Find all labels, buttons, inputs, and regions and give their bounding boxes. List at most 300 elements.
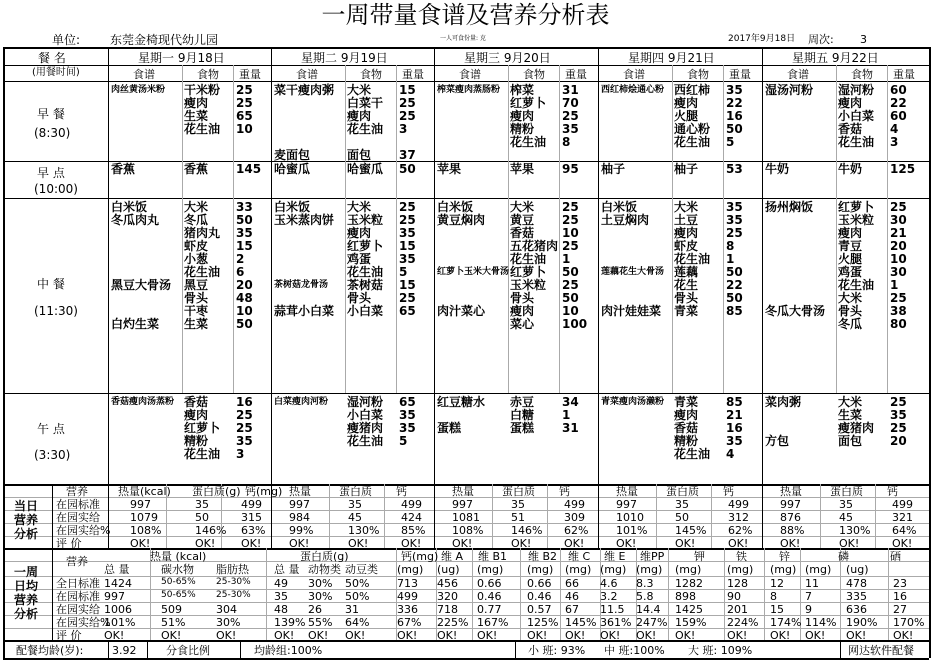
recipe-name: 柚子 [601, 162, 626, 176]
food-weight: 4 [726, 447, 735, 461]
daily-value: 45 [348, 511, 362, 524]
weekly-value: 0.66 [477, 577, 502, 590]
weekly-value: 50% [345, 577, 370, 590]
food-name: 红萝卜 [510, 96, 547, 110]
food-weight: 31 [562, 421, 579, 435]
daily-value: 108% [452, 524, 484, 537]
food-name: 瘦猪肉 [838, 421, 875, 435]
food-weight: 31 [562, 83, 579, 97]
meal-name: 早 点 [37, 166, 65, 180]
food-weight: 30 [890, 213, 907, 227]
weekly-value: 14.4 [636, 603, 661, 616]
weekly-value: 31 [345, 603, 359, 616]
recipe-name: 冬瓜肉丸 [111, 213, 160, 227]
weekly-value: 64% [345, 616, 370, 629]
weekly-value: 25-30% [216, 590, 251, 600]
weekly-group-vB1: 维 B1 [478, 550, 508, 563]
weekly-value: 718 [437, 603, 458, 616]
food-weight: 20 [890, 239, 907, 253]
grid-line-v [492, 484, 493, 548]
weekly-value: 35 [274, 590, 288, 603]
daily-value: 315 [241, 511, 262, 524]
food-weight: 20 [236, 278, 253, 292]
food-weight: 10 [236, 122, 253, 136]
weekly-group-protein: 蛋白质(g) [300, 550, 349, 563]
footer-avg-age-group: 均龄组:100% [254, 644, 323, 657]
food-weight: 22 [890, 96, 907, 110]
food-weight: 65 [399, 395, 416, 409]
food-name: 青菜 [674, 395, 699, 409]
food-weight: 48 [236, 291, 253, 305]
food-name: 骨头 [674, 291, 699, 305]
grid-line-v [560, 548, 561, 640]
food-name: 五花猪肉 [510, 239, 559, 253]
footer-brand: 网达软件配餐 [848, 644, 914, 657]
food-weight: 8 [562, 135, 571, 149]
food-name: 花生油 [674, 447, 711, 461]
food-weight: 35 [399, 421, 416, 435]
food-name: 白菜干 [347, 96, 384, 110]
food-name: 小白菜 [347, 408, 384, 422]
daily-value: OK! [401, 537, 422, 550]
food-weight: 34 [562, 395, 579, 409]
weekly-title: 分析 [14, 607, 39, 621]
weekly-value: 50% [345, 590, 370, 603]
report-date: 2017年9月18日 [728, 34, 796, 44]
grid-line-h [3, 561, 929, 562]
food-weight: 3 [399, 122, 408, 136]
weekly-value: 50-65% [161, 577, 196, 587]
recipe-name: 红萝卜玉米大骨汤 [437, 267, 510, 277]
food-name: 瘦肉 [184, 408, 209, 422]
grid-line-h [3, 393, 929, 394]
col-recipe-header: 食谱 [787, 68, 809, 81]
food-name: 玉米粒 [510, 278, 547, 292]
weekly-value: 25-30% [216, 577, 251, 587]
food-weight: 3 [236, 447, 245, 461]
food-name: 瘦肉 [510, 109, 535, 123]
daily-value: OK! [348, 537, 369, 550]
daily-value: 35 [511, 498, 525, 511]
food-name: 花生油 [184, 447, 221, 461]
food-weight: 25 [726, 226, 743, 240]
recipe-name: 莲藕花生大骨汤 [601, 267, 665, 277]
daily-value: 50 [675, 511, 689, 524]
food-weight: 22 [726, 278, 743, 292]
food-name: 红萝卜 [510, 265, 547, 279]
daily-value: 997 [130, 498, 151, 511]
daily-value: 321 [892, 511, 913, 524]
weekly-value: 224% [727, 616, 759, 629]
food-weight: 16 [726, 421, 743, 435]
weekly-value: 51% [161, 616, 186, 629]
daily-row-label: 在园实给% [56, 524, 111, 537]
food-name: 面包 [838, 434, 863, 448]
weekly-title: 一周 [14, 565, 39, 579]
col-food-header: 食物 [687, 68, 709, 81]
weekly-value: 190% [846, 616, 878, 629]
weekly-group-vB2: 维 B2 [528, 550, 558, 563]
grid-line-v [233, 65, 234, 393]
weekly-value: OK! [397, 629, 418, 642]
grid-line-v [508, 65, 509, 393]
weekly-value: 11.5 [600, 603, 625, 616]
food-weight: 25 [890, 200, 907, 214]
weekly-value: OK! [893, 629, 914, 642]
food-name: 莲藕 [674, 265, 699, 279]
grid-line-v [723, 65, 724, 393]
grid-line-v [3, 47, 5, 658]
weekly-value: 16 [893, 590, 907, 603]
daily-value: OK! [728, 537, 749, 550]
food-name: 骨头 [347, 291, 372, 305]
daily-value: OK! [452, 537, 473, 550]
daily-value: 35 [675, 498, 689, 511]
week-label: 周次: [808, 33, 834, 46]
grid-line-v [266, 548, 267, 640]
daily-heat-head: 热量 [289, 485, 311, 498]
daily-value: 99% [289, 524, 314, 537]
food-name: 大米 [838, 395, 863, 409]
grid-line-v [559, 65, 560, 393]
food-name: 生菜 [184, 109, 209, 123]
food-name: 湿河粉 [838, 83, 875, 97]
grid-line-v [547, 484, 548, 548]
recipe-name: 西红柿烩通心粉 [601, 85, 665, 95]
food-name: 瘦肉 [347, 226, 372, 240]
daily-value: 312 [728, 511, 749, 524]
daily-value: 62% [728, 524, 753, 537]
food-weight: 1 [562, 252, 571, 266]
food-name: 花生油 [510, 252, 547, 266]
food-weight: 50 [562, 265, 579, 279]
recipe-name: 肉汁娃娃菜 [601, 304, 662, 318]
weekly-value: OK! [527, 629, 548, 642]
recipe-name: 麦面包 [274, 148, 311, 162]
weekly-nutrient-label: 营养 [66, 555, 88, 568]
food-name: 火腿 [838, 252, 863, 266]
meal-name: 午 点 [37, 422, 65, 436]
daily-value: 130% [348, 524, 380, 537]
grid-line-v [329, 484, 330, 548]
food-weight: 25 [562, 109, 579, 123]
food-name: 小葱 [184, 252, 209, 266]
weekly-subhead: (mg) [636, 563, 663, 576]
daily-value: 51 [511, 511, 525, 524]
food-weight: 50 [399, 162, 416, 176]
weekly-subhead: 总 量 [104, 563, 130, 576]
weekly-value: OK! [345, 629, 366, 642]
food-name: 瘦肉 [347, 109, 372, 123]
recipe-name: 肉汁菜心 [437, 304, 486, 318]
unit-value: 东莞金椅现代幼儿园 [110, 33, 219, 47]
weekly-value: 9 [805, 603, 812, 616]
weekly-group-Se: 硒 [890, 550, 901, 563]
food-weight: 5 [726, 135, 735, 149]
food-name: 香蕉 [184, 162, 209, 176]
food-weight: 25 [890, 291, 907, 305]
food-name: 鸡蛋 [838, 265, 863, 279]
grid-line-v [434, 47, 435, 548]
grid-line-v [108, 640, 109, 658]
daily-row-label: 评 价 [56, 537, 82, 550]
food-name: 精粉 [184, 434, 209, 448]
weekly-value: 499 [397, 590, 418, 603]
weekly-title: 营养 [14, 593, 39, 607]
weekly-subhead: (mg) [675, 563, 702, 576]
grid-line-v [836, 65, 837, 393]
col-weight-header: 重量 [239, 68, 261, 81]
food-name: 香菇 [838, 122, 863, 136]
footer-avg-age-label: 配餐均龄(岁): [16, 644, 84, 657]
daily-value: OK! [616, 537, 637, 550]
recipe-name: 菜干瘦肉粥 [274, 83, 335, 97]
food-weight: 65 [399, 304, 416, 318]
meal-time-header: (用餐时间) [32, 67, 80, 78]
food-name: 骨头 [838, 304, 863, 318]
food-name: 生菜 [838, 408, 863, 422]
recipe-name: 菜肉粥 [765, 395, 802, 409]
food-name: 香菇 [184, 395, 209, 409]
col-recipe-header: 食谱 [133, 68, 155, 81]
food-weight: 85 [726, 395, 743, 409]
food-name: 冬瓜 [184, 213, 209, 227]
weekly-value: 1424 [104, 577, 132, 590]
weekly-value: 49 [274, 577, 288, 590]
food-name: 玉米粒 [838, 213, 875, 227]
weekly-value: 170% [893, 616, 925, 629]
daily-calcium-head: 钙 [887, 485, 898, 498]
food-weight: 35 [890, 408, 907, 422]
weekly-group-vC: 维 C [568, 550, 591, 563]
recipe-name: 白米饭 [437, 200, 474, 214]
grid-line-v [656, 484, 657, 548]
weekly-subhead: (mg) [805, 563, 832, 576]
weekly-value: 335 [846, 590, 867, 603]
recipe-name: 蒜茸小白菜 [274, 304, 335, 318]
food-name: 红萝卜 [838, 200, 875, 214]
food-weight: 65 [236, 109, 253, 123]
daily-value: 146% [195, 524, 227, 537]
recipe-name: 白米饭 [111, 200, 148, 214]
weekly-value: 636 [846, 603, 867, 616]
grid-line-v [472, 548, 473, 640]
food-weight: 35 [236, 226, 253, 240]
grid-line-v [887, 65, 888, 393]
daily-value: 499 [892, 498, 913, 511]
weekly-value: OK! [274, 629, 295, 642]
food-name: 赤豆 [510, 395, 535, 409]
grid-line-h [3, 161, 929, 162]
weekly-value: 26 [308, 603, 322, 616]
weekly-value: 55% [308, 616, 333, 629]
daily-value: OK! [289, 537, 310, 550]
food-name: 蛋糕 [510, 421, 535, 435]
daily-value: 62% [564, 524, 589, 537]
weekly-value: OK! [308, 629, 329, 642]
food-name: 花生油 [347, 265, 384, 279]
weekly-subhead: (mg) [770, 563, 797, 576]
footer-class-ratio: 分食比例 [166, 644, 210, 657]
weekly-value: 997 [104, 590, 125, 603]
food-name: 西红柿 [674, 83, 711, 97]
food-name: 花生油 [510, 135, 547, 149]
weekly-group-vA: 维 A [441, 550, 464, 563]
food-name: 精粉 [510, 122, 535, 136]
daily-calcium-head: 钙(mg) [245, 485, 283, 498]
weekly-value: 4.6 [600, 577, 618, 590]
recipe-name: 茶树菇龙骨汤 [274, 280, 329, 290]
weekly-value: 1282 [675, 577, 703, 590]
food-weight: 25 [562, 278, 579, 292]
food-name: 玉米粒 [347, 213, 384, 227]
food-weight: 2 [236, 252, 245, 266]
daily-value: 499 [241, 498, 262, 511]
weekly-value: 361% [600, 616, 632, 629]
weekly-subhead: 碳水物 [161, 563, 194, 576]
meal-time: (3:30) [34, 448, 71, 462]
food-name: 花生油 [838, 278, 875, 292]
daily-value: 35 [839, 498, 853, 511]
recipe-name: 白米饭 [601, 200, 638, 214]
food-name: 土豆 [674, 213, 699, 227]
food-weight: 10 [236, 304, 253, 318]
weekly-value: OK! [161, 629, 182, 642]
daily-calcium-head: 钙 [723, 485, 734, 498]
food-name: 牛奶 [838, 162, 863, 176]
recipe-name: 方包 [765, 434, 790, 448]
col-weight-header: 重量 [893, 68, 915, 81]
food-name: 柚子 [674, 162, 699, 176]
daily-value: 145% [675, 524, 707, 537]
food-weight: 21 [726, 408, 743, 422]
weekly-value: 8 [770, 590, 777, 603]
grid-line-v [182, 65, 183, 393]
col-recipe-header: 食谱 [459, 68, 481, 81]
daily-value: 984 [289, 511, 310, 524]
weekly-value: 456 [437, 577, 458, 590]
week-value: 3 [860, 33, 867, 46]
daily-heat-head: 热量 [616, 485, 638, 498]
food-weight: 35 [726, 213, 743, 227]
grid-line-v [52, 484, 53, 640]
recipe-name: 冬瓜大骨汤 [765, 304, 826, 318]
food-weight: 25 [399, 291, 416, 305]
food-name: 菜心 [510, 317, 535, 331]
food-name: 大米 [674, 200, 699, 214]
food-name: 青豆 [838, 239, 863, 253]
daily-value: 1081 [452, 511, 480, 524]
weekly-group-heat: 热量 (kcal) [150, 550, 207, 563]
grid-line-h [3, 65, 929, 66]
recipe-name: 白米饭 [274, 200, 311, 214]
daily-value: 64% [892, 524, 917, 537]
food-weight: 8 [726, 239, 735, 253]
col-food-header: 食物 [197, 68, 219, 81]
recipe-name: 苹果 [437, 162, 462, 176]
food-weight: 15 [399, 239, 416, 253]
grid-line-v [396, 65, 397, 393]
footer-small-class: 小 班: 93% [528, 644, 586, 657]
page-title: 一周带量食谱及营养分析表 [321, 1, 610, 29]
weekly-value: 1006 [104, 603, 132, 616]
daily-value: OK! [839, 537, 860, 550]
meal-time: (10:00) [34, 182, 78, 196]
food-weight: 25 [562, 213, 579, 227]
weekly-value: 30% [308, 590, 333, 603]
daily-row-label: 在园标准 [56, 498, 100, 511]
grid-line-v [668, 548, 669, 640]
food-name: 瘦肉 [510, 304, 535, 318]
recipe-name: 土豆焖肉 [601, 213, 650, 227]
weekly-value: OK! [727, 629, 748, 642]
food-name: 白糖 [510, 408, 535, 422]
weekly-value: 167% [477, 616, 509, 629]
food-weight: 35 [399, 226, 416, 240]
recipe-name: 香蕉 [111, 162, 136, 176]
daily-protein-head: 蛋白质 [339, 485, 372, 498]
weekly-value: 5.8 [636, 590, 654, 603]
food-weight: 35 [562, 122, 579, 136]
col-food-header: 食物 [523, 68, 545, 81]
weekly-value: 128 [727, 577, 748, 590]
food-name: 湿河粉 [347, 395, 384, 409]
weekly-value: 67 [565, 603, 579, 616]
food-weight: 37 [399, 148, 416, 162]
weekly-group-Zn: 锌 [779, 550, 790, 563]
food-name: 鸡蛋 [347, 252, 372, 266]
grid-line-v [240, 640, 241, 658]
weekly-value: 125% [527, 616, 559, 629]
recipe-name: 蛋糕 [437, 421, 462, 435]
food-name: 瘦肉 [674, 96, 699, 110]
grid-line-h [3, 589, 929, 590]
food-weight: 80 [890, 317, 907, 331]
daily-row-label: 在园实给 [56, 511, 100, 524]
food-weight: 25 [399, 109, 416, 123]
footer-large-class: 大 班: 109% [688, 644, 753, 657]
weekly-value: 174% [770, 616, 802, 629]
food-name: 骨头 [510, 291, 535, 305]
food-name: 大米 [510, 200, 535, 214]
food-name: 茶树菇 [347, 278, 384, 292]
weekly-value: 27 [893, 603, 907, 616]
daily-value: 108% [130, 524, 162, 537]
weekly-value: 0.66 [527, 577, 552, 590]
food-weight: 20 [890, 434, 907, 448]
grid-line-h [3, 658, 929, 660]
daily-value: OK! [241, 537, 262, 550]
food-name: 冬瓜 [838, 317, 863, 331]
daily-value: 997 [780, 498, 801, 511]
grid-line-h [3, 576, 929, 577]
food-name: 小白菜 [347, 304, 384, 318]
grid-line-v [271, 47, 272, 548]
weekly-value: 159% [675, 616, 707, 629]
col-weight-header: 重量 [565, 68, 587, 81]
daily-heat-head: 热量(kcal) [118, 485, 171, 498]
daily-value: 424 [401, 511, 422, 524]
food-weight: 10 [562, 304, 579, 318]
food-name: 花生油 [184, 265, 221, 279]
daily-value: OK! [195, 537, 216, 550]
weekly-group-P: 磷 [838, 550, 849, 563]
food-weight: 1 [890, 278, 899, 292]
food-name: 火腿 [674, 109, 699, 123]
daily-value: 130% [839, 524, 871, 537]
daily-title: 分析 [14, 527, 39, 541]
weekly-value: OK! [104, 629, 125, 642]
